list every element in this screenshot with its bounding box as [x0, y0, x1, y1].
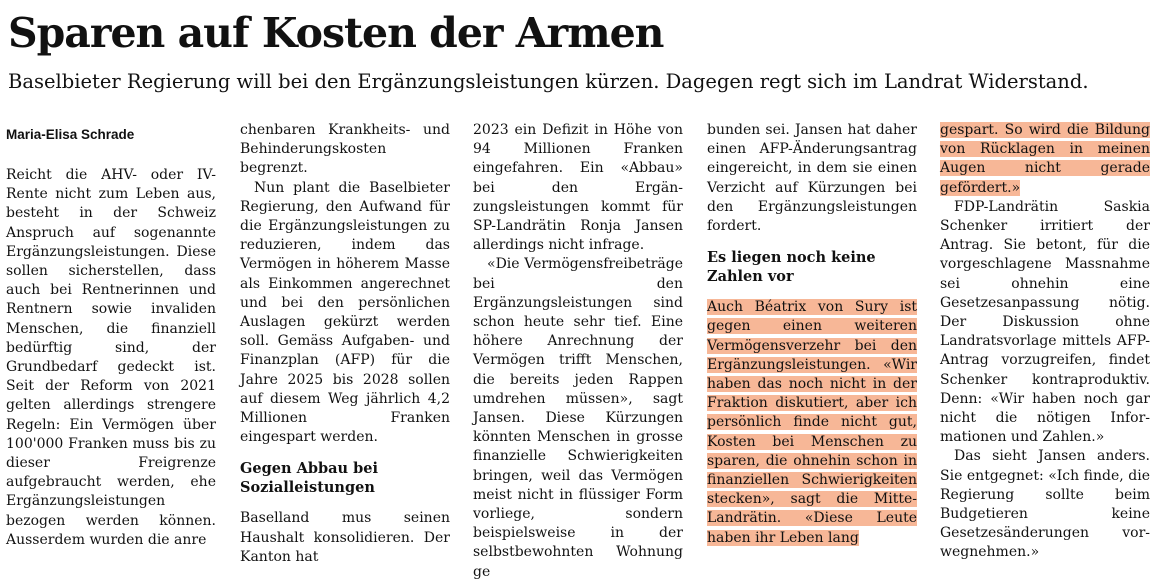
column-2 [240, 121, 450, 567]
headline: Sparen auf Kosten der Armen [8, 9, 664, 57]
subheadline: Baselbieter Regierung will bei den Ergänzungsleistungen kürzen. Dagegen regt sich im Landrat Widerstand. [8, 70, 1089, 93]
highlighted-paragraph [940, 121, 1150, 198]
author-byline: Maria-Elisa Schrade [6, 127, 135, 142]
highlighted-text: gespart. So wird die Bildung von Rücklagen in meinen Augen nicht gerade gefördert.» [940, 122, 1150, 196]
paragraph: chenbaren Krankheits- und Behinderungskosten begrenzt. [240, 122, 450, 177]
column-4 [707, 121, 917, 548]
column-5 [940, 121, 1150, 563]
highlighted-text: Auch Béatrix von Sury ist gegen einen weiteren Vermögensverzehr bei den Ergänzungsleistungen. «Wir haben das noch nicht in der Fraktion diskutiert, aber ich persönlich finde nicht gut, Kosten bei Menschen zu sparen, die ohnehin schon in finanziellen Schwierigkeiten stecken», sagt die Mitte-Landrätin. «Diese Leute haben ihr Leben lang [707, 299, 917, 546]
paragraph: Baselland mus seinen Haushalt konsolidieren. Der Kanton hat [240, 510, 450, 565]
column-3 [473, 121, 683, 582]
section-subtitle: Es liegen noch keine Zahlen vor [707, 249, 876, 286]
paragraph: Das sieht Jansen anders. Sie entgegnet: «Ich finde, die Regierung sollte beim Budgetieren keine Gesetzesänderungen vorwegnehmen.» [940, 448, 1150, 561]
column-1 [6, 121, 216, 550]
section-subtitle: Gegen Abbau bei Sozialleistungen [240, 460, 378, 497]
paragraph: «Die Vermögensfreibeträge bei den Ergänzungsleistungen sind schon heute sehr tief. Eine höhere Anrechnung der Vermögen trifft Menschen, die bereits jeden Rappen umdrehen müssen», sagt Jansen. Diese Kürzungen könnten Menschen in grosse finanzielle Schwierigkeiten bringen, weil das Vermögen meist nicht in flüssiger Form vorliege, sondern beispielsweise in der selbstbewohnten Wohnung ge [473, 256, 683, 580]
paragraph: bunden sei. Jansen hat daher einen AFP-Änderungsantrag eingereicht, in dem sie einen Verzicht auf Kürzungen bei den Ergänzungsleistungen fordert. [707, 122, 917, 235]
paragraph: 2023 ein Defizit in Höhe von 94 Millionen Franken eingefahren. Ein «Abbau» bei den Ergänzungsleistungen kommt für SP-Landrätin Ronja Jansen allerdings nicht infrage. [473, 122, 683, 254]
paragraph: FDP-Landrätin Saskia Schenker irritiert der Antrag. Sie betont, für die vorgeschlagene Massnahme sei ohnehin eine Gesetzesanpassung nötig. Der Diskussion ohne Landratsvorlage mittels AFP-Antrag vorzugreifen, findet Schenker kontraproduktiv. Denn: «Wir haben noch gar nicht die nötigen Informationen und Zahlen.» [940, 198, 1150, 446]
paragraph: Nun plant die Baselbieter Regierung, den Aufwand für die Ergänzungsleistungen zu reduzieren, indem das Vermögen in höherem Masse als Einkommen angerechnet und bei den persönlichen Auslagen gekürzt werden soll. Gemäss Aufgaben- und Finanzplan (AFP) für die Jahre 2025 bis 2028 sollen auf diesem Weg jährlich 4,2 Millionen Franken eingespart werden. [240, 179, 450, 446]
highlighted-paragraph [707, 298, 917, 548]
paragraph: Reicht die AHV- oder IV-Rente nicht zum Leben aus, besteht in der Schweiz Anspruch auf sogenannte Ergänzungsleistungen. Diese sollen sicherstellen, dass auch bei Rentnerinnen und Rentnern sowie invaliden Menschen, die finanziell bedürftig sind, der Grundbedarf gedeckt ist. Seit der Reform von 2021 gelten allerdings strengere Regeln: Ein Vermögen über 100'000 Franken muss bis zu dieser Freigrenze aufgebraucht werden, ehe Ergänzungsleistungen bezogen werden können. Ausserdem wurden die anre [6, 167, 216, 548]
